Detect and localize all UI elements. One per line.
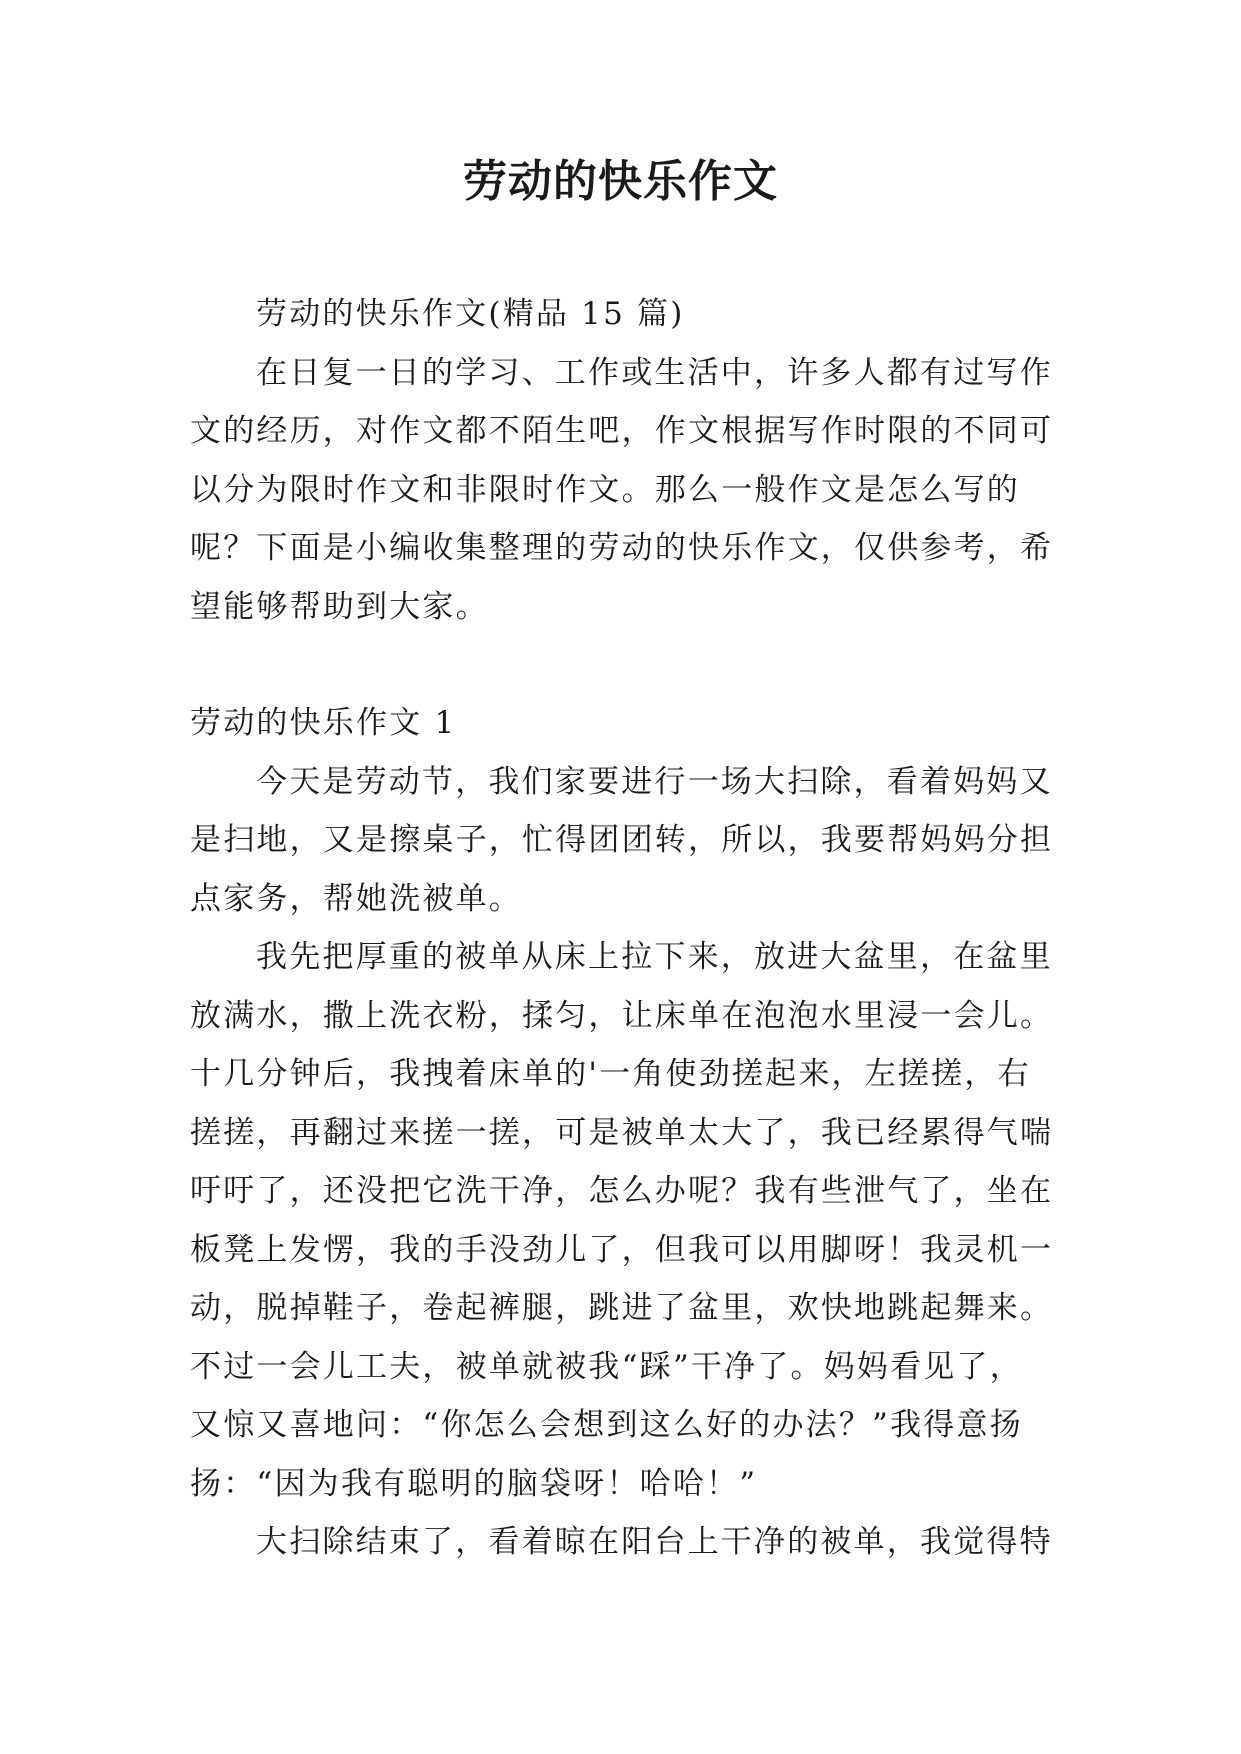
paragraph-spacer: [190, 636, 1055, 694]
document-body: [190, 285, 1055, 1572]
document-title: 劳动的快乐作文: [463, 156, 778, 207]
text-line: 今天是劳动节，我们家要进行一场大扫除，看着妈妈又: [256, 763, 1053, 800]
text-line: 以分为限时作文和非限时作文。那么一般作文是怎么写的: [190, 471, 1020, 508]
text-line: 呢？下面是小编收集整理的劳动的快乐作文，仅供参考，希: [190, 530, 1054, 566]
intro-paragraph: [190, 344, 1055, 637]
paragraph-1: [190, 753, 1055, 929]
text-line: 不过一会儿工夫，被单就被我“踩”干净了。妈妈看见了，: [190, 1348, 1023, 1385]
text-line: 板凳上发愣，我的手没劲儿了，但我可以用脚呀！我灵机一: [190, 1231, 1054, 1268]
text-line: 又惊又喜地问：“你怎么会想到这么好的办法？”我得意扬: [190, 1407, 1023, 1443]
text-line: 在日复一日的学习、工作或生活中，许多人都有过写作: [256, 354, 1053, 391]
text-line: 文的经历，对作文都不陌生吧，作文根据写作时限的不同可: [190, 413, 1054, 449]
text-line: 点家务，帮她洗被单。: [190, 880, 522, 917]
text-line: 吁吁了，还没把它洗干净，怎么办呢？我有些泄气了，坐在: [190, 1173, 1054, 1209]
document-subtitle: 劳动的快乐作文(精品 15 篇): [256, 296, 685, 332]
text-line: 大扫除结束了，看着晾在阳台上干净的被单，我觉得特: [256, 1524, 1053, 1560]
text-line: 放满水，撒上洗衣粉，揉匀，让床单在泡泡水里浸一会儿。: [190, 997, 1054, 1034]
text-line: 搓搓，再翻过来搓一搓，可是被单太大了，我已经累得气喘: [190, 1114, 1054, 1151]
paragraph-3: [190, 1513, 1055, 1572]
text-line: 是扫地，又是擦桌子，忙得团团转，所以，我要帮妈妈分担: [190, 822, 1054, 858]
section-heading: 劳动的快乐作文 1: [190, 705, 457, 741]
text-line: 扬：“因为我有聪明的脑袋呀！哈哈！”: [190, 1465, 758, 1502]
text-line: 望能够帮助到大家。: [190, 588, 489, 625]
text-line: 动，脱掉鞋子，卷起裤腿，跳进了盆里，欢快地跳起舞来。: [190, 1290, 1054, 1326]
text-line: 十几分钟后，我拽着床单的'一角使劲搓起来，左搓搓，右: [190, 1056, 1031, 1092]
text-line: 我先把厚重的被单从床上拉下来，放进大盆里，在盆里: [256, 939, 1053, 975]
paragraph-2: [190, 928, 1055, 1513]
